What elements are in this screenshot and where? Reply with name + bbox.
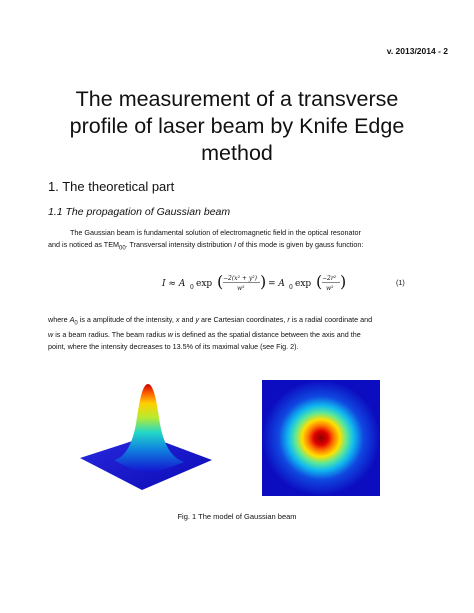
- equation-number: (1): [396, 278, 405, 287]
- paragraph-1: [48, 227, 428, 254]
- title-line-1: The measurement of a transverse: [75, 87, 399, 112]
- eq-paren-open-2: (: [316, 272, 323, 291]
- intensity-map: [262, 380, 380, 496]
- eq-equals-a: = A: [268, 279, 285, 289]
- p2-sub-0: 0: [74, 320, 78, 327]
- p1-var-i: I: [233, 240, 236, 249]
- eq-lhs: I ≈ A: [162, 279, 186, 289]
- equation-1: [0, 268, 474, 298]
- section-heading: 1. The theoretical part: [48, 179, 175, 194]
- p1-text-a: and is noticed as TEM: [48, 240, 119, 249]
- p2-text-g: is defined as the spatial distance between the axis and the: [172, 330, 361, 340]
- figure-caption: Fig. 1 The model of Gaussian beam: [177, 512, 297, 521]
- paragraph-2-line-3: point, where the intensity decreases to 13.5% of its maximal value (see Fig. 2).: [48, 342, 299, 352]
- title-line-2: profile of laser beam by Knife Edge: [69, 114, 405, 139]
- gaussian-3d-surface-image: [80, 380, 212, 496]
- title-line-3: method: [201, 141, 273, 166]
- p2-text-c: and: [179, 315, 196, 324]
- p2-text-e: is a radial coordinate and: [289, 315, 373, 324]
- p2-var-w2: w: [167, 330, 173, 340]
- paragraph-1-line-2: [48, 239, 428, 254]
- eq-sub-0b: 0: [289, 284, 293, 291]
- eq-sub-0: 0: [190, 284, 194, 291]
- p1-text-b: . Transversal intensity distribution: [125, 240, 234, 249]
- eq-numerator-2: −2r²: [322, 275, 337, 282]
- tem-subscript: 00: [118, 245, 126, 252]
- document-title: [40, 86, 434, 167]
- eq-paren-close-2: ): [340, 272, 347, 291]
- p2-var-r: r: [287, 315, 290, 324]
- equation-formula: [160, 268, 360, 298]
- p2-var-x: x: [175, 315, 180, 324]
- eq-denominator-2: w²: [326, 285, 334, 292]
- p2-text-a: where: [48, 315, 70, 324]
- version-label: v. 2013/2014 - 2: [386, 46, 448, 56]
- eq-denominator-1: w²: [237, 285, 245, 292]
- p2-var-y: y: [195, 315, 200, 324]
- p2-text-d: are Cartesian coordinates,: [199, 315, 288, 324]
- p1-text-c: of this mode is given by gauss function:: [235, 240, 364, 249]
- paragraph-2-line-1: [48, 314, 428, 329]
- p2-var-w: w: [48, 330, 54, 340]
- paragraph-2-line-2: [48, 329, 428, 341]
- eq-paren-close-1: ): [260, 272, 267, 291]
- eq-numerator-1: −2(x² + y²): [223, 275, 257, 282]
- eq-exp-1: exp: [196, 279, 213, 289]
- paragraph-2: [48, 314, 428, 353]
- gaussian-2d-intensity-image: [262, 380, 380, 496]
- subsection-heading: 1.1 The propagation of Gaussian beam: [48, 206, 231, 218]
- p2-var-a: A: [69, 315, 75, 324]
- p2-text-b: is a amplitude of the intensity,: [77, 315, 176, 324]
- gaussian-peak: [114, 384, 184, 472]
- p2-text-f: is a beam radius. The beam radius: [53, 330, 168, 340]
- eq-paren-open-1: (: [217, 272, 224, 291]
- paragraph-1-line-1: The Gaussian beam is fundamental solution of electromagnetic field in the optical resonator: [70, 228, 361, 237]
- eq-exp-2: exp: [295, 279, 312, 289]
